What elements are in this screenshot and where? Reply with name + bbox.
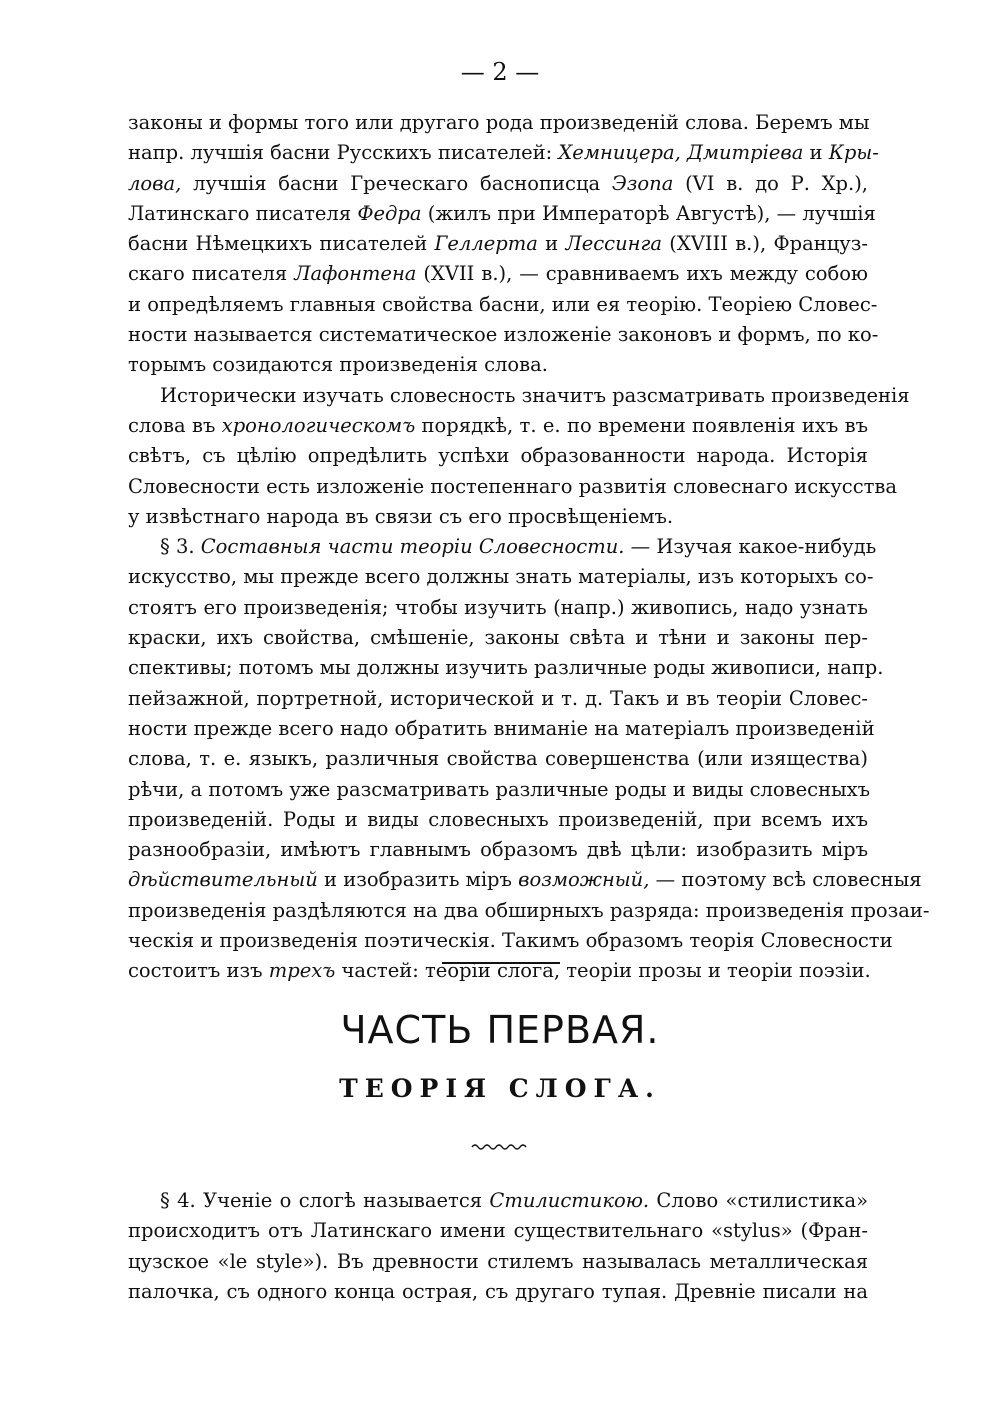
main-text: [128, 108, 930, 987]
text-line: [128, 593, 868, 623]
text-run: и: [537, 232, 566, 256]
italic-text: Стилистикою.: [489, 1189, 650, 1212]
part-title: ЧАСТЬ ПЕРВАЯ.: [340, 1008, 660, 1052]
text-run: искусство, мы прежде всего должны знать матеріалы, изъ которыхъ со-: [128, 565, 874, 589]
italic-text: Геллерта: [434, 232, 538, 256]
text-run: ческія и произведенія поэтическія. Такимъ образомъ теорія Словесности: [128, 929, 893, 953]
wavy-ornament: [470, 1136, 530, 1156]
text-line: [128, 1247, 868, 1277]
text-line: [128, 532, 877, 562]
text-line: [128, 775, 868, 805]
text-run: у извѣстнаго народа въ связи съ его просвѣщеніемъ.: [128, 504, 674, 528]
text-line: [128, 320, 879, 350]
text-run: § 4. Ученіе о слогѣ называется: [160, 1189, 490, 1212]
text-line: [128, 411, 868, 441]
text-line: [128, 714, 875, 744]
text-line: [128, 441, 868, 471]
text-run: и изобразить міръ: [317, 868, 519, 892]
text-line: [128, 350, 868, 380]
text-line: [128, 229, 868, 259]
text-run: палочка, съ одного конца острая, съ другаго тупая. Древніе писали на: [128, 1279, 868, 1303]
italic-text: дѣйствительный: [128, 868, 318, 892]
italic-text: трехъ: [268, 959, 336, 983]
paragraph-section-3: [128, 532, 930, 986]
paragraph-historical-study: [128, 381, 910, 532]
text-line: [128, 169, 868, 199]
text-run: рѣчи, а потомъ уже разсматривать различные роды и виды словесныхъ: [128, 777, 870, 801]
italic-text: Составныя части теоріи Словесности.: [200, 535, 625, 559]
text-run: и: [803, 141, 829, 165]
text-run: слова въ: [128, 413, 222, 437]
text-run: Латинскаго писателя: [128, 201, 358, 225]
italic-text: Федра: [357, 201, 422, 225]
text-run: — Изучая какое-нибудь: [624, 535, 877, 559]
italic-text: Лафонтена: [294, 262, 417, 286]
italic-text: Кры-: [828, 141, 879, 165]
text-run: — поэтому всѣ словесныя: [649, 868, 922, 892]
text-line: [128, 896, 930, 926]
text-run: стоятъ его произведенія; чтобы изучить (напр.) живопись, надо узнать: [128, 595, 868, 619]
text-run: Слово «стилистика»: [649, 1189, 868, 1212]
text-run: происходитъ отъ Латинскаго имени существительнаго «stylus» (Фран-: [128, 1219, 868, 1243]
italic-text: Лессинга: [565, 232, 662, 256]
text-run: Словесности есть изложеніе постепеннаго развитія словеснаго искусства: [128, 474, 898, 498]
text-line: [128, 684, 868, 714]
section-4-text: [128, 1186, 868, 1307]
text-line: [128, 381, 910, 411]
text-line: [128, 744, 868, 774]
text-line: [128, 865, 922, 895]
text-line: [128, 956, 871, 986]
text-run: ности прежде всего надо обратить вниманіе на матеріалъ произведеній: [128, 716, 875, 740]
text-line: [128, 259, 868, 289]
page-number: — 2 —: [460, 58, 540, 86]
text-line: [128, 108, 868, 138]
italic-text: Эзопа: [611, 171, 674, 195]
text-run: (XVIII в.), Француз-: [661, 232, 868, 256]
text-run: лучшія басни Греческаго баснописца: [181, 171, 612, 195]
text-line: [128, 653, 884, 683]
text-run: произведеній. Роды и виды словесныхъ произведеній, при всемъ ихъ: [128, 807, 868, 831]
paragraph-section-4: [128, 1186, 868, 1307]
text-run: торымъ созидаются произведенія слова.: [128, 353, 548, 377]
text-run: § 3.: [160, 535, 201, 559]
text-line: [128, 562, 874, 592]
text-run: (VI в. до Р. Хр.),: [673, 171, 868, 195]
italic-text: хронологическомъ: [221, 413, 416, 437]
text-run: состоитъ изъ: [128, 959, 269, 983]
text-line: [128, 1277, 868, 1307]
text-run: разнообразіи, имѣютъ главнымъ образомъ двѣ цѣли: изобразить міръ: [128, 838, 868, 862]
text-run: цузское «le style»). Въ древности стилемъ называлась металлическая: [128, 1249, 868, 1273]
text-run: напр. лучшія басни Русскихъ писателей:: [128, 141, 559, 165]
text-run: (XVII в.), — сравниваемъ ихъ между собою: [416, 262, 868, 286]
italic-text: лова,: [128, 171, 182, 195]
text-line: [128, 805, 868, 835]
text-line: [128, 199, 876, 229]
text-line: [128, 1186, 868, 1216]
italic-text: Хемницера, Дмитріева: [558, 141, 804, 165]
text-run: и опредѣляемъ главныя свойства басни, или ея теорію. Теоріею Словес-: [128, 292, 878, 316]
text-line: [128, 926, 893, 956]
text-line: [128, 623, 868, 653]
section-divider: [442, 962, 560, 964]
text-run: частей: теоріи слога, теоріи прозы и теоріи поэзіи.: [335, 959, 871, 983]
text-run: Исторически изучать словесность значитъ разсматривать произведенія: [160, 383, 910, 407]
text-run: порядкѣ, т. е. по времени появленія ихъ въ: [415, 413, 868, 437]
text-run: пейзажной, портретной, исторической и т. д. Такъ и въ теоріи Словес-: [128, 686, 868, 710]
text-run: законы и формы того или другаго рода произведеній слова. Беремъ мы: [128, 111, 870, 134]
text-line: [128, 138, 879, 168]
text-line: [128, 1216, 868, 1246]
text-line: [128, 472, 898, 502]
text-run: басни Нѣмецкихъ писателей: [128, 232, 435, 256]
text-run: свѣтъ, съ цѣлію опредѣлить успѣхи образованности народа. Исторія: [128, 444, 868, 468]
text-line: [128, 502, 868, 532]
text-run: скаго писателя: [128, 262, 295, 286]
text-run: спективы; потомъ мы должны изучить различные роды живописи, напр.: [128, 656, 884, 680]
section-title: ТЕОРІЯ СЛОГА.: [339, 1074, 661, 1103]
text-line: [128, 290, 878, 320]
text-run: краски, ихъ свойства, смѣшеніе, законы свѣта и тѣни и законы пер-: [128, 626, 868, 650]
text-run: ности называется систематическое изложеніе законовъ и формъ, по ко-: [128, 323, 879, 347]
text-line: [128, 835, 868, 865]
text-run: (жилъ при Императорѣ Августѣ), — лучшія: [421, 201, 876, 225]
text-run: произведенія раздѣляются на два обширныхъ разряда: произведенія прозаи-: [128, 898, 930, 922]
text-run: слова, т. е. языкъ, различныя свойства совершенства (или изящества): [128, 747, 868, 771]
italic-text: возможный,: [518, 868, 650, 892]
paragraph-laws-and-forms: [128, 108, 879, 381]
